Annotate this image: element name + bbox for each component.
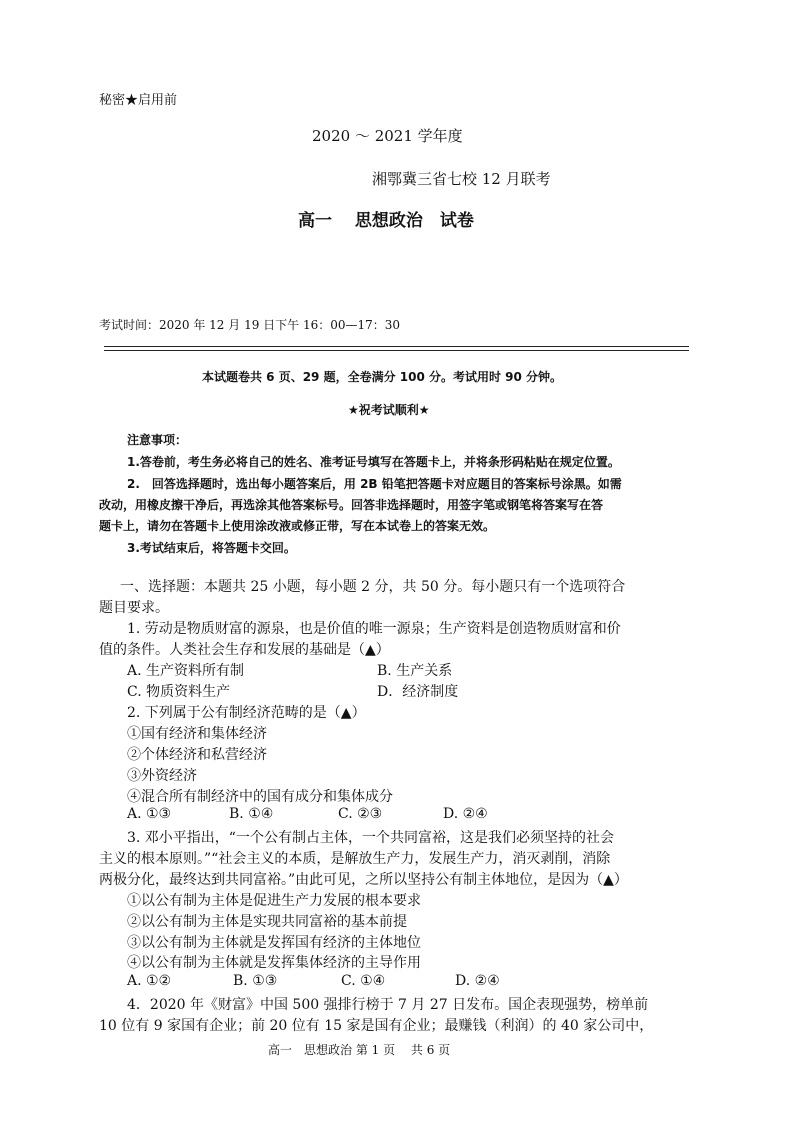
divider-bottom xyxy=(104,350,689,351)
q2-statement-4: ④混合所有制经济中的国有成分和集体成分 xyxy=(127,789,393,805)
note-2-line-3: 题卡上，请勿在答题卡上使用涂改液或修正带，写在本试卷上的答案无效。 xyxy=(99,519,496,533)
q3-statement-3: ③以公有制为主体就是发挥国有经济的主体地位 xyxy=(127,935,421,951)
q2-statement-1: ①国有经济和集体经济 xyxy=(127,726,267,742)
q2-option-b: B. ①④ xyxy=(229,806,274,822)
q3-stem-line-3: 两极分化，最终达到共同富裕。”由此可见，之所以坚持公有制主体地位，是因为（▲） xyxy=(99,872,628,888)
q3-option-b: B. ①③ xyxy=(233,973,278,989)
q2-stem: 2. 下列属于公有制经济范畴的是（▲） xyxy=(127,705,366,721)
exam-time: 考试时间：2020 年 12 月 19 日下午 16：00—17：30 xyxy=(99,318,401,332)
q3-stem-line-2: 主义的根本原则。”“社会主义的本质，是解放生产力，发展生产力，消灭剥削，消除 xyxy=(99,851,611,867)
blessing: ★祝考试顺利★ xyxy=(348,403,430,417)
school-year: 2020 ～ 2021 学年度 xyxy=(312,127,463,145)
q2-option-d: D. ②④ xyxy=(443,806,488,822)
section-1-line-2: 题目要求。 xyxy=(99,600,169,616)
exam-name: 湘鄂冀三省七校 12 月联考 xyxy=(372,170,551,188)
note-2-line-1: 2. 回答选择题时，选出每小题答案后，用 2B 铅笔把答题卡对应题目的答案标号涂黑。如需 xyxy=(127,477,622,491)
notes-title: 注意事项： xyxy=(127,433,188,447)
q3-statement-4: ④以公有制为主体就是发挥集体经济的主导作用 xyxy=(127,955,421,971)
q1-stem-line-2: 值的条件。人类社会生存和发展的基础是（▲） xyxy=(99,642,390,658)
q3-option-c: C. ①④ xyxy=(341,973,386,989)
section-1-line-1: 一、选择题：本题共 25 小题，每小题 2 分，共 50 分。每小题只有一个选项符合 xyxy=(120,579,626,595)
secret-label: 秘密★启用前 xyxy=(99,93,178,108)
q3-statement-1: ①以公有制为主体是促进生产力发展的根本要求 xyxy=(127,893,421,909)
paper-summary: 本试题卷共 6 页、29 题，全卷满分 100 分。考试用时 90 分钟。 xyxy=(202,370,563,384)
q1-option-a: A. 生产资料所有制 xyxy=(127,663,245,679)
q3-statement-2: ②以公有制为主体是实现共同富裕的基本前提 xyxy=(127,914,407,930)
q2-option-c: C. ②③ xyxy=(338,806,383,822)
q3-stem-line-1: 3. 邓小平指出，“一个公有制占主体，一个共同富裕，这是我们必须坚持的社会 xyxy=(127,830,614,846)
q4-stem-line-2: 10 位有 9 家国有企业；前 20 位有 15 家是国有企业；最赚钱（利润）的 40 家公司中， xyxy=(99,1018,654,1034)
q2-option-a: A. ①③ xyxy=(127,806,172,822)
q2-statement-3: ③外资经济 xyxy=(127,768,197,784)
note-1: 1.答卷前，考生务必将自己的姓名、准考证号填写在答题卡上，并将条形码粘贴在规定位置。 xyxy=(127,455,620,469)
q3-option-d: D. ②④ xyxy=(455,973,500,989)
q1-option-b: B. 生产关系 xyxy=(377,663,453,679)
note-3: 3.考试结束后，将答题卡交回。 xyxy=(127,541,296,555)
q1-option-c: C. 物质资料生产 xyxy=(127,684,231,700)
q2-statement-2: ②个体经济和私营经济 xyxy=(127,747,267,763)
q1-option-d: D．经济制度 xyxy=(377,684,459,700)
q3-option-a: A. ①② xyxy=(127,973,172,989)
note-2-line-2: 改动，用橡皮擦干净后，再选涂其他答案标号。回答非选择题时，用签字笔或钢笔将答案写在答 xyxy=(99,498,604,512)
paper-title: 高一 思想政治 试卷 xyxy=(298,211,474,231)
divider-top xyxy=(104,346,689,347)
q4-stem-line-1: 4．2020 年《财富》中国 500 强排行榜于 7 月 27 日发布。国企表现强势，榜单前 xyxy=(127,997,649,1013)
page-footer: 高一 思想政治 第 1 页 共 6 页 xyxy=(268,1043,451,1057)
q1-stem-line-1: 1. 劳动是物质财富的源泉，也是价值的唯一源泉；生产资料是创造物质财富和价 xyxy=(127,621,621,637)
